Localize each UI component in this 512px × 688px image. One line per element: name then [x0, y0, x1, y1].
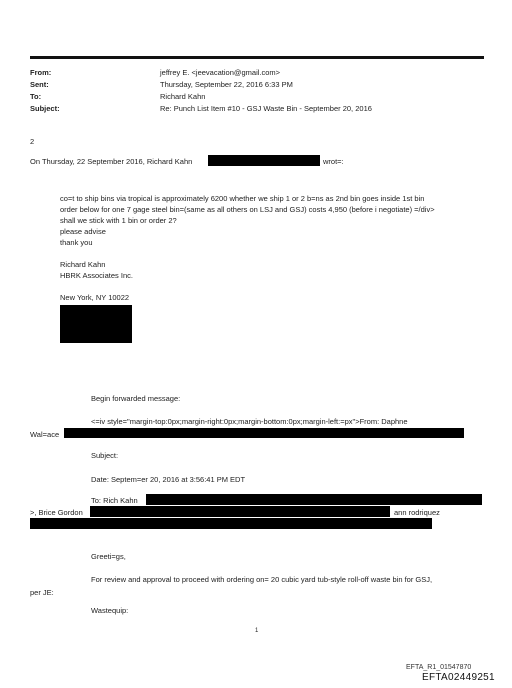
forwarded-brice: >, Brice Gordon [30, 508, 83, 517]
forwarded-date: Date: Septem=er 20, 2016 at 3:56:41 PM EDT [91, 475, 246, 484]
header-rule [30, 56, 484, 59]
from-value: jeffrey E. <jeevacation@gmail.com> [160, 68, 281, 77]
subject-value: Re: Punch List Item #10 - GSJ Waste Bin - September 20, 2016 [160, 104, 372, 113]
footer-id-small: EFTA_R1_01547870 [406, 664, 472, 671]
forwarded-subject-label: Subject: [91, 451, 119, 460]
to-label: To: [30, 92, 42, 101]
para-line: co=t to ship bins via tropical is approximately 6200 whether we ship 1 or 2 b=ns as 2nd bin goes inside 1st bin [60, 194, 425, 203]
redaction-block [64, 428, 464, 438]
signature-name: Richard Kahn [60, 260, 106, 269]
para-line: shall we stick with 1 bin or order 2? [60, 216, 177, 225]
forwarded-div-line: <=iv style="margin-top:0px;margin-right:0px;margin-bottom:0px;margin-left:=px">From: Daphne [91, 417, 408, 426]
signature-city: New York, NY 10022 [60, 293, 130, 302]
reply-number: 2 [30, 137, 35, 146]
para-line: order below for one 7 gage steel bin=(same as all others on LSJ and GSJ) costs 4,950 (before i negotiate) =/div> [60, 205, 435, 214]
signature-company: HBRK Associates Inc. [60, 271, 133, 280]
redaction-block [60, 305, 132, 343]
page-number: 1 [255, 628, 259, 634]
on-line-start: On Thursday, 22 September 2016, Richard Kahn [30, 157, 193, 166]
para-line: please advise [60, 227, 106, 236]
greeting: Greeti=gs, [91, 552, 126, 561]
wastequip: Wastequip: [91, 606, 129, 615]
to-value: Richard Kahn [160, 92, 206, 101]
forwarded-ann: ann rodriquez [394, 508, 440, 517]
redaction-block [90, 506, 390, 517]
subject-label: Subject: [30, 104, 60, 113]
footer-id-large: EFTA02449251 [422, 672, 495, 683]
forwarded-heading: Begin forwarded message: [91, 394, 181, 403]
sent-value: Thursday, September 22, 2016 6:33 PM [160, 80, 293, 89]
redaction-block [146, 494, 482, 505]
redaction-block [30, 518, 432, 529]
per-je: per JE: [30, 588, 54, 597]
on-line-end: wrot=: [323, 157, 344, 166]
forwarded-from-cont: Wal=ace [30, 430, 60, 439]
sent-label: Sent: [30, 80, 49, 89]
from-label: From: [30, 68, 52, 77]
redaction-block [208, 155, 320, 166]
para-line: thank you [60, 238, 93, 247]
forwarded-to: To: Rich Kahn [91, 496, 138, 505]
review-line: For review and approval to proceed with ordering on= 20 cubic yard tub-style roll-off waste bin for GSJ, [91, 575, 433, 584]
